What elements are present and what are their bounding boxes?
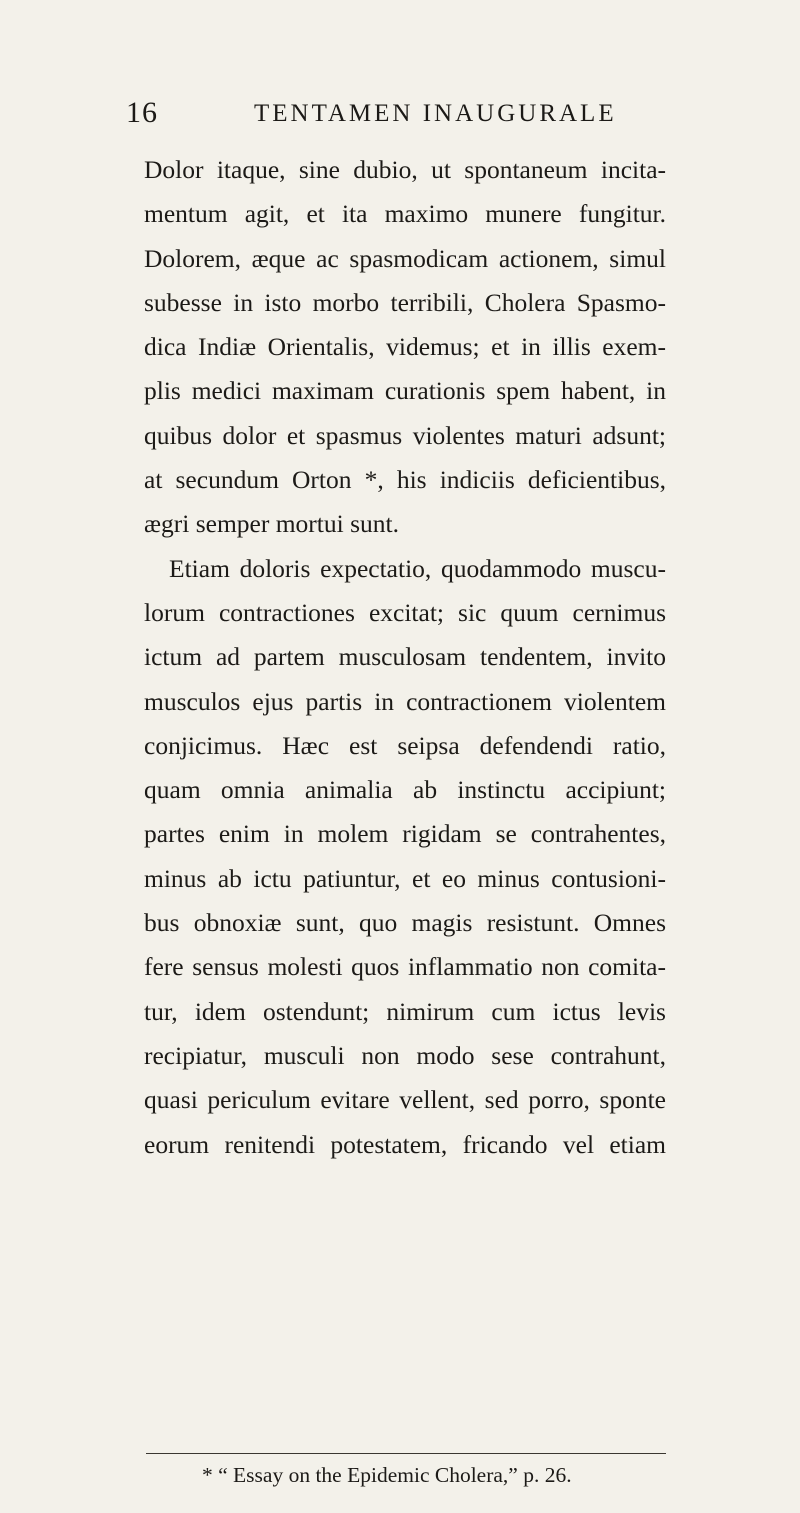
text-line: musculos ejus partis in contractionem violentem — [144, 686, 666, 716]
text-line: lorum contractiones excitat; sic quum cernimus — [144, 597, 666, 627]
text-line: Dolorem, æque ac spasmodicam actionem, simul — [144, 243, 666, 273]
text-line: conjicimus. Hæc est seipsa defendendi ratio, — [144, 730, 666, 760]
text-line: at secundum Orton *, his indiciis deficientibus, — [144, 465, 666, 495]
text-line: ægri semper mortui sunt. — [144, 509, 399, 539]
text-line: dica Indiæ Orientalis, videmus; et in illis exem- — [144, 332, 666, 362]
text-line: eorum renitendi potestatem, fricando vel etiam — [144, 1129, 666, 1159]
text-line: quibus dolor et spasmus violentes maturi adsunt; — [144, 420, 666, 450]
text-line: quam omnia animalia ab instinctu accipiunt; — [144, 775, 666, 805]
text-line: Etiam doloris expectatio, quodammodo muscu- — [169, 553, 666, 583]
text-line: minus ab ictu patiuntur, et eo minus contusioni- — [144, 863, 666, 893]
text-line: quasi periculum evitare vellent, sed porro, sponte — [144, 1085, 666, 1115]
footnote: * “ Essay on the Epidemic Cholera,” p. 26. — [202, 1463, 572, 1487]
text-line: partes enim in molem rigidam se contrahentes, — [144, 819, 666, 849]
text-line: fere sensus molesti quos inflammatio non comita- — [144, 952, 666, 982]
text-line: Dolor itaque, sine dubio, ut spontaneum incita- — [144, 155, 666, 184]
text-line: ictum ad partem musculosam tendentem, invito — [144, 642, 666, 672]
text-line: recipiatur, musculi non modo sese contrahunt, — [144, 1040, 666, 1070]
text-line: tur, idem ostendunt; nimirum cum ictus levis — [144, 996, 666, 1026]
page-number: 16 — [126, 96, 158, 129]
body-text — [144, 148, 666, 1167]
text-line: mentum agit, et ita maximo munere fungitur. — [144, 199, 666, 229]
text-line: bus obnoxiæ sunt, quo magis resistunt. Omnes — [144, 908, 666, 938]
page-header — [126, 96, 646, 136]
footnote-rule — [146, 1453, 666, 1454]
text-line: plis medici maximam curationis spem habent, in — [144, 376, 666, 406]
text-line: subesse in isto morbo terribili, Cholera Spasmo- — [144, 287, 666, 317]
running-head: TENTAMEN INAUGURALE — [254, 100, 617, 127]
